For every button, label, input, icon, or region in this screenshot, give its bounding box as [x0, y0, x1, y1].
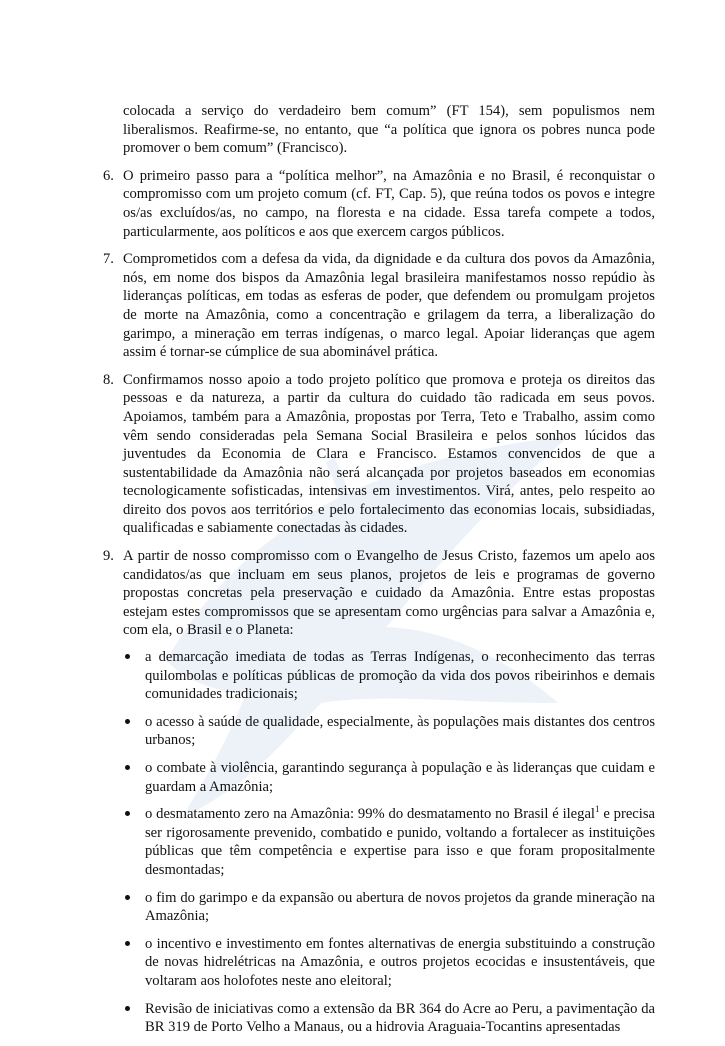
- footnote-marker[interactable]: 1: [595, 804, 600, 815]
- list-item: a demarcação imediata de todas as Terras Indígenas, o reconhecimento das terras quilombolas e políticas públicas de promoção da vida dos povos ribeirinhos e demais comunidades tradicionais;: [123, 648, 655, 704]
- list-item: o fim do garimpo e da expansão ou abertura de novos projetos da grande mineração na Amazônia;: [123, 889, 655, 926]
- item-text: A partir de nosso compromisso com o Evangelho de Jesus Cristo, fazemos um apelo aos candidatos/as que incluam em seus planos, projetos de leis e programas de governo propostas concretas pela preservação e cuidado da Amazônia. Entre estas propostas estejam estes compromissos que se apresentam como urgências para salvar a Amazônia e, com ela, o Brasil e o Planeta:: [123, 548, 655, 639]
- list-item: [123, 805, 655, 879]
- intro-paragraph: colocada a serviço do verdadeiro bem comum” (FT 154), sem populismos nem liberalismos. Reafirme-se, no entanto, que “a política que ignora os pobres nunca pode promover o bem comum” (Francisco).: [123, 103, 655, 157]
- item-number: 8.: [103, 371, 114, 388]
- list-item: Revisão de iniciativas como a extensão da BR 364 do Acre ao Peru, a pavimentação da BR 319 de Porto Velho a Manaus, ou a hidrovia Araguaia-Tocantins apresentadas: [123, 1000, 655, 1037]
- item-number: 9.: [103, 548, 114, 565]
- item-text: Comprometidos com a defesa da vida, da dignidade e da cultura dos povos da Amazônia, nós, em nome dos bispos da Amazônia legal brasileira manifestamos nosso repúdio às lideranças políticas, em todas as esferas de poder, que defendem ou promulgam projetos de morte na Amazônia, como a concentração e grilagem da terra, a liberalização do garimpo, a mineração em terras indígenas, o marco legal. Apoiar lideranças que agem assim é tornar-se cúmplice de sua abominável prática.: [123, 251, 655, 361]
- list-item-text: o desmatamento zero na Amazônia: 99% do desmatamento no Brasil é ilegal: [145, 806, 595, 823]
- item-number: 6.: [103, 167, 114, 184]
- proposal-list: [123, 648, 655, 1037]
- list-item: o incentivo e investimento em fontes alternativas de energia substituindo a construção de novas hidrelétricas na Amazônia, e outros projetos ecocidas e insustentáveis, que voltaram aos holofotes neste ano eleitoral;: [123, 935, 655, 991]
- item-text: Confirmamos nosso apoio a todo projeto político que promova e proteja os direitos das pessoas e da natureza, a partir da cultura do cuidado tão radicada em seus povos. Apoiamos, também para a Amazônia, propostas por Terra, Teto e Trabalho, assim como vêm sendo consideradas pela Semana Social Brasileira e pelos sonhos lúcidos das juventudes da Economia de Clara e Francisco. Estamos convencidos de que a sustentabilidade da Amazônia não será alcançada por projetos baseados em economias tecnologicamente sofisticadas, intensivas em investimentos. Virá, antes, pelo respeito ao direito dos povos aos territórios e pelo fortalecimento das economias locais, subsidiadas, qualificadas e sabiamente conectadas às cidades.: [123, 371, 655, 537]
- list-item: o acesso à saúde de qualidade, especialmente, às populações mais distantes dos centros urbanos;: [123, 713, 655, 750]
- document-page: [103, 102, 655, 1046]
- list-item-text: e precisa ser rigorosamente prevenido, combatido e punido, voltando a fortalecer as instituições públicas que têm competência e expertise para isso e que foram propositalmente desmontadas;: [145, 806, 655, 878]
- numbered-item-8: [103, 371, 655, 538]
- list-item: o combate à violência, garantindo segurança à população e às lideranças que cuidam e guardam a Amazônia;: [123, 759, 655, 796]
- numbered-item-7: [103, 250, 655, 362]
- numbered-item-6: [103, 167, 655, 241]
- item-number: 7.: [103, 251, 114, 268]
- item-text: O primeiro passo para a “política melhor”, na Amazônia e no Brasil, é reconquistar o compromisso com um projeto comum (cf. FT, Cap. 5), que reúna todos os povos e integre os/as excluídos/as, no campo, na floresta e na cidade. Essa tarefa compete a todos, particularmente, aos políticos e aos que exercem cargos públicos.: [123, 167, 655, 240]
- numbered-item-9: [103, 547, 655, 1037]
